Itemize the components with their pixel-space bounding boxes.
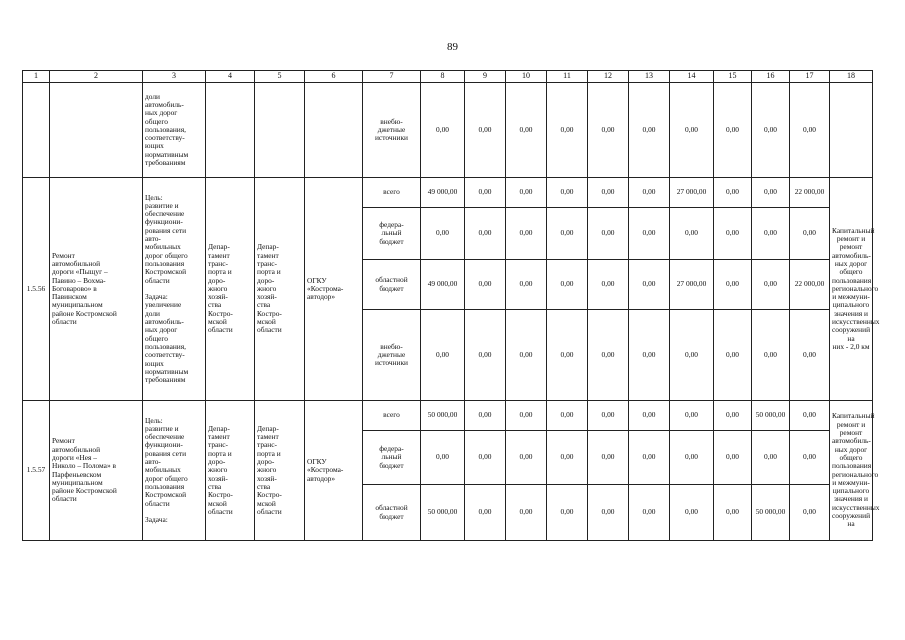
value-cell: 0,00 (670, 485, 714, 541)
value-cell: 27 000,00 (670, 178, 714, 208)
value-cell: 50 000,00 (421, 401, 465, 431)
coexecutor-cell: Депар- тамент транс- порта и доро- жного хозяй- ства Костро- мской области (255, 401, 305, 541)
value-cell: 27 000,00 (670, 260, 714, 310)
value-cell: 0,00 (465, 485, 506, 541)
item-name: Ремонт автомобильной дороги «Пыщуг – Павино – Вохма- Боговарово» в Павинском муниципальном районе Костромской области (50, 178, 143, 401)
value-cell: 0,00 (629, 310, 670, 401)
value-cell: 0,00 (714, 485, 752, 541)
value-cell: 0,00 (506, 431, 547, 485)
value-cell: 0,00 (629, 485, 670, 541)
value-cell: 0,00 (588, 83, 629, 178)
value-cell: 0,00 (714, 401, 752, 431)
item-name: Ремонт автомобильной дороги «Нея – Николо – Полома» в Парфеньевском муниципальном районе Костромской области (50, 401, 143, 541)
value-cell: 0,00 (714, 83, 752, 178)
result-cell (830, 83, 873, 178)
value-cell: 0,00 (506, 485, 547, 541)
value-cell: 0,00 (670, 401, 714, 431)
recipient-cell (305, 83, 363, 178)
item-number: 1.5.57 (23, 401, 50, 541)
value-cell: 0,00 (670, 83, 714, 178)
budget-table (22, 70, 880, 541)
value-cell: 0,00 (588, 208, 629, 260)
value-cell: 0,00 (465, 431, 506, 485)
value-cell: 0,00 (506, 208, 547, 260)
recipient-cell: ОГКУ «Кострома- автодор» (305, 401, 363, 541)
value-cell: 0,00 (547, 83, 588, 178)
value-cell: 50 000,00 (752, 485, 790, 541)
value-cell: 0,00 (714, 431, 752, 485)
value-cell: 0,00 (629, 401, 670, 431)
funding-source-cell: федера- льный бюджет (363, 208, 421, 260)
value-cell: 0,00 (465, 401, 506, 431)
name-cell (50, 83, 143, 178)
value-cell: 0,00 (588, 260, 629, 310)
header-cell: 15 (714, 71, 752, 83)
header-cell: 2 (50, 71, 143, 83)
value-cell: 49 000,00 (421, 178, 465, 208)
funding-source-cell: всего (363, 178, 421, 208)
value-cell: 0,00 (790, 401, 830, 431)
value-cell: 0,00 (465, 83, 506, 178)
value-cell: 0,00 (629, 260, 670, 310)
header-cell: 8 (421, 71, 465, 83)
value-cell: 22 000,00 (790, 260, 830, 310)
value-cell: 0,00 (790, 485, 830, 541)
header-cell: 14 (670, 71, 714, 83)
value-cell: 0,00 (752, 178, 790, 208)
funding-source-cell: внебю- джетные источники (363, 310, 421, 401)
value-cell: 0,00 (547, 401, 588, 431)
table-row (23, 83, 873, 178)
value-cell: 0,00 (465, 178, 506, 208)
header-cell: 3 (143, 71, 206, 83)
value-cell: 22 000,00 (790, 178, 830, 208)
value-cell: 49 000,00 (421, 260, 465, 310)
value-cell: 0,00 (790, 83, 830, 178)
value-cell: 0,00 (670, 431, 714, 485)
value-cell: 0,00 (506, 83, 547, 178)
value-cell: 0,00 (629, 208, 670, 260)
value-cell: 0,00 (790, 310, 830, 401)
executor-cell: Депар- тамент транс- порта и доро- жного хозяй- ства Костро- мской области (206, 178, 255, 401)
table-row (23, 401, 873, 431)
header-cell: 16 (752, 71, 790, 83)
goal-cell: Цель: развитие и обеспечение функциони- рования сети авто- мобильных дорог общего пользования Костромской области Задача: (143, 401, 206, 541)
value-cell: 0,00 (670, 208, 714, 260)
value-cell: 0,00 (421, 83, 465, 178)
value-cell: 0,00 (752, 310, 790, 401)
value-cell: 0,00 (714, 178, 752, 208)
value-cell: 0,00 (421, 431, 465, 485)
funding-source-cell: внебю- джетные источники (363, 83, 421, 178)
value-cell: 0,00 (752, 431, 790, 485)
page-number: 89 (447, 41, 458, 53)
item-number: 1.5.56 (23, 178, 50, 401)
goal-cell: доли автомобиль- ных дорог общего пользования, соответству- ющих нормативным требованиям (143, 83, 206, 178)
funding-source-cell: всего (363, 401, 421, 431)
value-cell: 0,00 (588, 485, 629, 541)
value-cell: 0,00 (588, 178, 629, 208)
value-cell: 0,00 (588, 431, 629, 485)
executor-cell: Депар- тамент транс- порта и доро- жного хозяй- ства Костро- мской области (206, 401, 255, 541)
value-cell: 0,00 (629, 83, 670, 178)
value-cell: 0,00 (465, 208, 506, 260)
value-cell: 0,00 (547, 260, 588, 310)
value-cell: 0,00 (547, 310, 588, 401)
funding-source-cell: областной бюджет (363, 260, 421, 310)
number-cell (23, 83, 50, 178)
recipient-cell: ОГКУ «Кострома- автодор» (305, 178, 363, 401)
coexecutor-cell: Депар- тамент транс- порта и доро- жного хозяй- ства Костро- мской области (255, 178, 305, 401)
value-cell: 0,00 (547, 208, 588, 260)
value-cell: 0,00 (752, 260, 790, 310)
value-cell: 50 000,00 (752, 401, 790, 431)
goal-cell: Цель: развитие и обеспечение функциони- рования сети авто- мобильных дорог общего пользования Костромской области Задача: увеличение доли автомобиль- ных дорог общего пользования, соответству- ющих нормативным требованиям (143, 178, 206, 401)
value-cell: 0,00 (790, 208, 830, 260)
value-cell: 0,00 (465, 310, 506, 401)
value-cell: 0,00 (588, 401, 629, 431)
funding-source-cell: федера- льный бюджет (363, 431, 421, 485)
value-cell: 0,00 (506, 401, 547, 431)
value-cell: 0,00 (506, 260, 547, 310)
coexecutor-cell (255, 83, 305, 178)
value-cell: 0,00 (629, 431, 670, 485)
result-cell: Капитальный ремонт и ремонт автомобиль- ных дорог общего пользования регионального и межмуни- ципального значения и искусственных сооружений на них - 2,0 км (830, 178, 873, 401)
header-cell: 4 (206, 71, 255, 83)
value-cell: 0,00 (752, 208, 790, 260)
header-cell: 12 (588, 71, 629, 83)
executor-cell (206, 83, 255, 178)
funding-source-cell: областной бюджет (363, 485, 421, 541)
result-cell: Капитальный ремонт и ремонт автомобиль- ных дорог общего пользования регионального и межмуни- ципального значения и искусственных сооружений на (830, 401, 873, 541)
value-cell: 0,00 (465, 260, 506, 310)
value-cell: 0,00 (547, 485, 588, 541)
header-cell: 1 (23, 71, 50, 83)
header-cell: 11 (547, 71, 588, 83)
value-cell: 0,00 (714, 310, 752, 401)
value-cell: 50 000,00 (421, 485, 465, 541)
value-cell: 0,00 (506, 310, 547, 401)
value-cell: 0,00 (670, 310, 714, 401)
header-cell: 9 (465, 71, 506, 83)
value-cell: 0,00 (790, 431, 830, 485)
value-cell: 0,00 (421, 208, 465, 260)
header-cell: 7 (363, 71, 421, 83)
value-cell: 0,00 (547, 178, 588, 208)
value-cell: 0,00 (547, 431, 588, 485)
header-cell: 6 (305, 71, 363, 83)
value-cell: 0,00 (421, 310, 465, 401)
value-cell: 0,00 (752, 83, 790, 178)
header-cell: 13 (629, 71, 670, 83)
header-cell: 10 (506, 71, 547, 83)
header-row (23, 71, 873, 83)
table-row (23, 178, 873, 208)
value-cell: 0,00 (714, 260, 752, 310)
value-cell: 0,00 (714, 208, 752, 260)
value-cell: 0,00 (506, 178, 547, 208)
value-cell: 0,00 (629, 178, 670, 208)
header-cell: 18 (830, 71, 873, 83)
header-cell: 17 (790, 71, 830, 83)
header-cell: 5 (255, 71, 305, 83)
value-cell: 0,00 (588, 310, 629, 401)
